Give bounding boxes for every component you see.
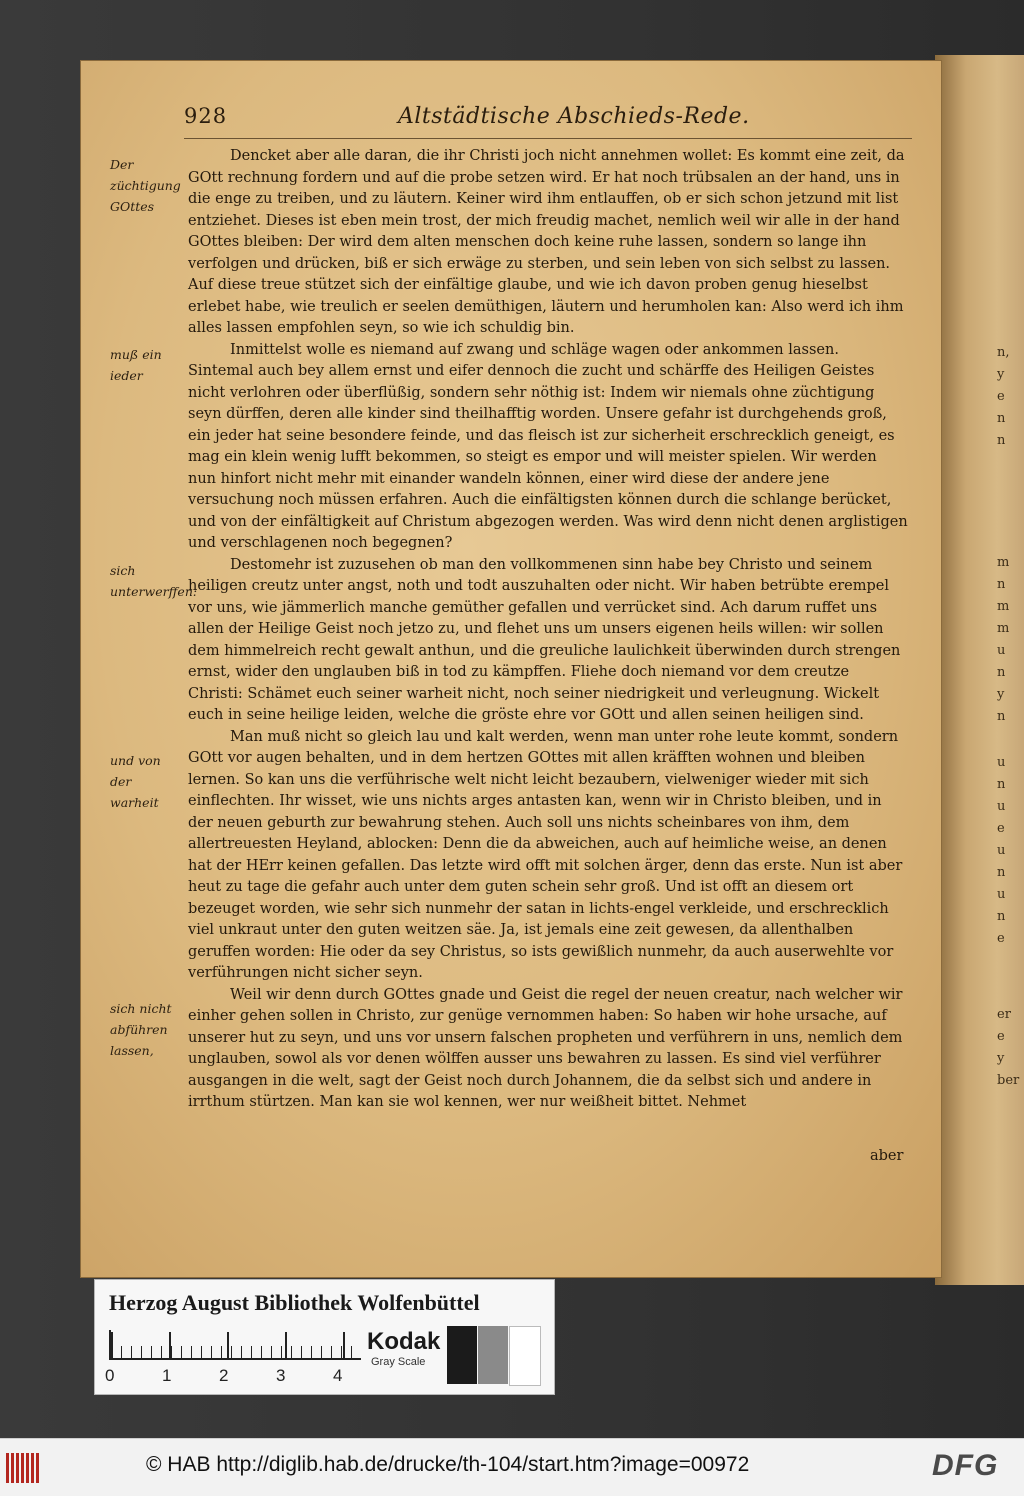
margin-note: und von der warheit — [110, 753, 161, 810]
paragraph: Weil wir denn durch GOttes gnade und Geist die regel der neuen creatur, nach welcher wir einher gehen sollen in Christo, zur genüge vernommen haben: So haben wir hohe ursache, auf unserer hut zu seyn, und uns vor unsern falschen propheten und verführern in uns, nemlich dem unglauben, sowol als vor denen wölffen ausser uns bewahren zu lassen. Es sind viel verführer ausgangen in die welt, sagt der Geist noch durch Johannem, die da selbst sich und andere in irrthum stürtzen. Man kan sie wol kennen, wer nur weißheit bittet. Nehmet — [188, 986, 903, 1110]
footer-bar — [0, 1438, 1024, 1496]
facing-page-fragment: n — [997, 433, 1006, 448]
hab-logo-icon — [6, 1453, 40, 1483]
margin-note: Der züchtigung GOttes — [110, 157, 181, 214]
ruler-scale — [109, 1330, 361, 1360]
color-calibration-card — [94, 1279, 555, 1395]
ruler-number: 0 — [105, 1366, 115, 1385]
white-swatch — [509, 1326, 541, 1386]
dfg-logo: DFG — [932, 1449, 999, 1482]
facing-page-fragment: u — [997, 843, 1006, 858]
facing-page-fragment: m — [997, 621, 1010, 636]
gray-swatch — [478, 1326, 508, 1384]
paragraph: Man muß nicht so gleich lau und kalt werden, wenn man unter rohe leute kommt, sondern GOtt vor augen behalten, und in dem hertzen GOttes mit allen kräfften wohnen und bleiben lernen. So kan uns die verführische welt nicht leicht bezaubern, vielweniger wieder mit sich einflechten. Ihr wisset, wie uns nichts arges antasten kan, wenn wir in Christo bleiben, und in der neuen geburth zur bewahrung stehen. Auch soll uns nichts scheinbares von ihm, dem allertreuesten Heyland, ablocken: Denn die da abweichen, auch auf heimliche weise, an denen hat der HErr keinen gefallen. Das letzte wird offt mit solchen ärger, denn das erste. Nun ist aber heut zu tage die gefahr auch unter dem guten schein sehr groß. Und ist offt an diesem ort bezeuget worden, wie sehr sich nunmehr der satan in lichts-engel verkleide, und erschrecklich viel unkraut unter den guten weitzen säe. Ja, ist jemals eine zeit gewesen, da allenthalben geruffen worden: Hie oder da sey Christus, so ists gewißlich nunmehr, da auch auserwehlte vor verführungen nicht sicher seyn. — [188, 728, 903, 981]
facing-page-fragment: u — [997, 755, 1006, 770]
facing-page-fragment: er — [997, 1007, 1011, 1022]
facing-page-fragment: n — [997, 411, 1006, 426]
body-text — [188, 146, 908, 1114]
running-head: Altstädtische Abschieds-Rede. — [398, 104, 750, 129]
paragraph: Inmittelst wolle es niemand auf zwang und schläge wagen oder ankommen lassen. Sintemal auch bey allem ernst und eifer dennoch die zucht und schärffe des Heiligen Geistes nicht verlohren oder überflüßig, sondern sehr nöthig ist: Indem wir niemals ohne züchtigung seyn dürffen, deren alle kinder sind theilhafftig worden. Unsere gefahr ist durchgehends groß, ein jeder hat seine besondere feinde, und das fleisch ist zur sicherheit erschrecklich geneigt, es mag ein klein wenig lufft bekommen, so steigt es empor und will meister spielen. Wir werden nun hinfort nicht mehr mit einander wandeln können, einer wird diese der andere jene versuchung noch müssen erfahren. Auch die einfältigsten können durch die schlange berücket, und von der einfältigkeit auf Christum abgezogen werden. Was wird denn nicht denen arglistigen und verschlagenen noch begegnen? — [188, 341, 908, 551]
ruler-number: 4 — [333, 1366, 343, 1385]
facing-page-fragment: n, — [997, 345, 1010, 360]
facing-page-fragment: n — [997, 865, 1006, 880]
paragraph: Dencket aber alle daran, die ihr Christi joch nicht annehmen wollet: Es kommt eine zeit, da GOtt rechnung fordern und auf die probe setzen wird. Er hat noch trübsalen an der hand, uns in die enge zu treiben, und zu läutern. Keiner wird ihm entlauffen, ob er sich schon jetzund mit list entziehet. Dieses ist eben mein trost, der mich freudig machet, nemlich weil wir alle in der hand GOttes bleiben: Der wird dem alten menschen doch keine ruhe lassen, sondern so lange ihn verfolgen und drücken, biß er sich erwäge zu sterben, und sein leben von sich selbst zu lassen. Auf diese treue stützet sich der einfältige glaube, und wie ich davon proben genug hieselbst erlebet habe, wie treulich er seelen demüthigen, läutern und herumholen kan: Also werd ich ihm alles lassen empfohlen seyn, so wie ich schuldig bin. — [188, 148, 905, 336]
citation-link[interactable]: © HAB http://diglib.hab.de/drucke/th-104/start.htm?image=00972 — [146, 1453, 750, 1476]
margin-note: sich nicht abführen lassen, — [110, 1001, 172, 1058]
facing-page-fragment: y — [997, 687, 1005, 702]
catchword: aber — [870, 1148, 904, 1164]
ruler-number: 3 — [276, 1366, 286, 1385]
facing-page-fragment: e — [997, 389, 1005, 404]
facing-page-fragment: m — [997, 555, 1010, 570]
facing-page-fragment: u — [997, 887, 1006, 902]
paragraph: Destomehr ist zuzusehen ob man den vollkommenen sinn habe bey Christo und seinem heiligen creutz unter angst, noth und todt auszuhalten oder nicht. Wir haben betrübte erempel vor uns, wie jämmerlich manche gemüther gefallen und verrücket sind. Ach darum ruffet uns allen der Heilige Geist noch jetzo zu, und flehet uns um unsers eigenen heils willen: wir sollen dem himmelreich recht gewalt anthun, und die greuliche laulichkeit überwinden durch strengen ernst, wider den unglauben biß in tod zu kämpffen. Fliehe doch niemand vor dem creutze Christi: Schämet euch seiner warheit nicht, noch seiner niedrigkeit und verleugnung. Wickelt euch in seine heilige leiden, welche die gröste ehre vor GOtt und allen seinen heiligen sind. — [188, 556, 901, 723]
kodak-label: Kodak — [367, 1328, 441, 1355]
facing-page-fragment: e — [997, 1029, 1005, 1044]
facing-page-edge — [935, 55, 1024, 1285]
facing-page-fragment: ber — [997, 1073, 1020, 1088]
ruler-number: 2 — [219, 1366, 229, 1385]
facing-page-fragment: y — [997, 367, 1005, 382]
ruler-number: 1 — [162, 1366, 172, 1385]
black-swatch — [447, 1326, 477, 1384]
page-number: 928 — [184, 104, 228, 128]
margin-note: muß ein ieder — [110, 347, 162, 383]
book-page — [80, 60, 942, 1278]
facing-page-fragment: n — [997, 577, 1006, 592]
facing-page-fragment: n — [997, 909, 1006, 924]
facing-page-fragment: u — [997, 799, 1006, 814]
facing-page-fragment: e — [997, 931, 1005, 946]
card-title: Herzog August Bibliothek Wolfenbüttel — [109, 1290, 480, 1315]
facing-page-fragment: u — [997, 643, 1006, 658]
margin-note: sich unterwerffen: — [110, 563, 198, 599]
facing-page-fragment: n — [997, 709, 1006, 724]
header-rule — [184, 138, 912, 139]
gray-scale-label: Gray Scale — [371, 1356, 426, 1368]
facing-page-fragment: n — [997, 665, 1006, 680]
facing-page-fragment: n — [997, 777, 1006, 792]
facing-page-fragment: e — [997, 821, 1005, 836]
facing-page-fragment: y — [997, 1051, 1005, 1066]
facing-page-fragment: m — [997, 599, 1010, 614]
